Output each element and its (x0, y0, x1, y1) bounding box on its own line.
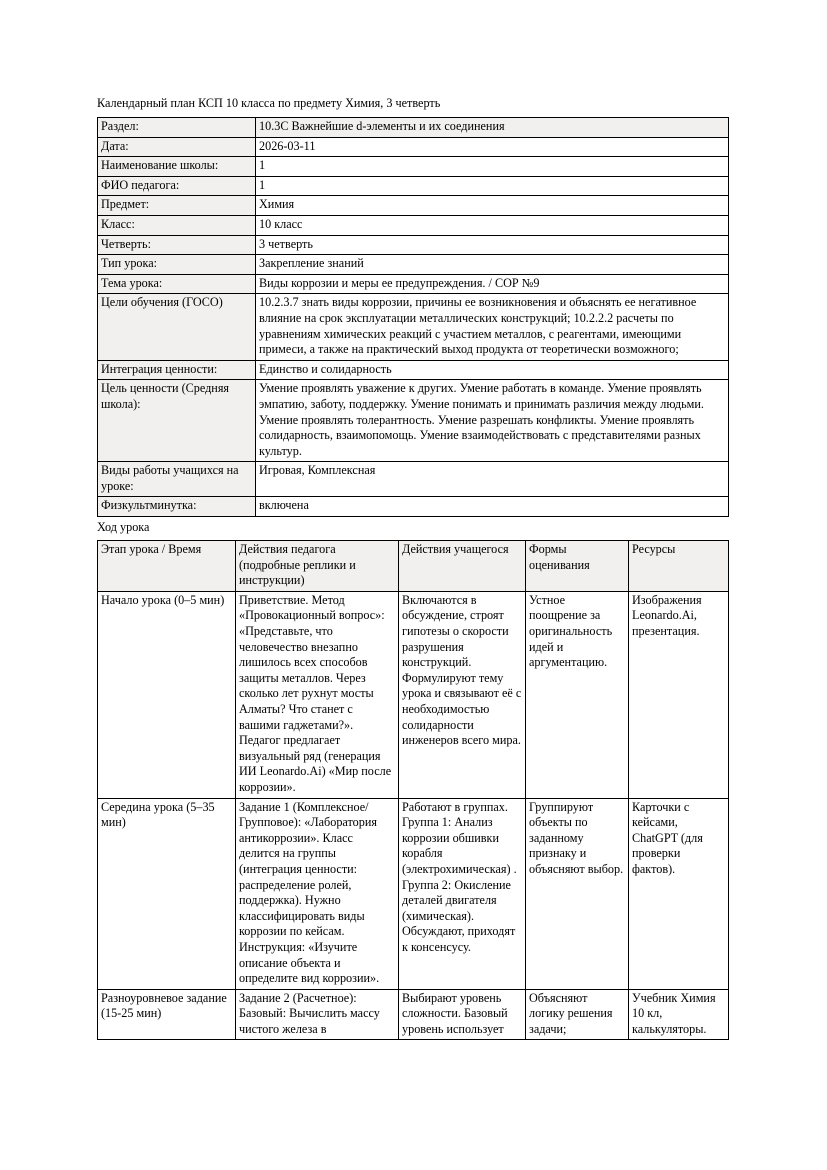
info-row-label: Наименование школы: (98, 157, 256, 177)
info-row-value: 10.3C Важнейшие d-элементы и их соединения (256, 118, 729, 138)
flow-teacher-cell: Задание 2 (Расчетное): Базовый: Вычислить массу чистого железа в (236, 989, 399, 1040)
info-row-value: включена (256, 497, 729, 517)
flow-student-cell: Выбирают уровень сложности. Базовый уровень использует (399, 989, 526, 1040)
flow-teacher-cell: Задание 1 (Комплексное/Групповое): «Лаборатория антикоррозии». Класс делится на группы (интеграция ценности: распределение ролей, поддержка). Нужно классифицировать виды коррозии по кейсам. Инструкция: «Изучите описание объекта и определите вид коррозии». (236, 798, 399, 989)
info-row-label: Четверть: (98, 235, 256, 255)
info-row-value: Виды коррозии и меры ее предупреждения. / СОР №9 (256, 274, 729, 294)
info-row-value: 3 четверть (256, 235, 729, 255)
lesson-flow-table (97, 540, 729, 1040)
flow-column-header: Этап урока / Время (98, 541, 236, 592)
flow-row (98, 798, 729, 989)
lesson-info-table (97, 117, 729, 517)
info-row-label: Предмет: (98, 196, 256, 216)
flow-resources-cell: Учебник Химия 10 кл, калькуляторы. (629, 989, 729, 1040)
lesson-flow-head (98, 541, 729, 592)
info-row (98, 294, 729, 360)
flow-column-header: Ресурсы (629, 541, 729, 592)
flow-assessment-cell: Устное поощрение за оригинальность идей и аргументацию. (526, 591, 629, 798)
info-row-label: Цель ценности (Средняя школа): (98, 380, 256, 462)
flow-column-header: Формы оценивания (526, 541, 629, 592)
flow-stage-cell: Середина урока (5–35 мин) (98, 798, 236, 989)
flow-stage-cell: Разноуровневое задание (15-25 мин) (98, 989, 236, 1040)
info-row-label: Раздел: (98, 118, 256, 138)
info-row-value: 2026-03-11 (256, 137, 729, 157)
info-row (98, 274, 729, 294)
lesson-flow-wrapper (97, 540, 735, 1117)
lesson-info-body (98, 118, 729, 517)
info-row-label: Интеграция ценности: (98, 360, 256, 380)
info-row-value: 1 (256, 157, 729, 177)
info-row-value: 1 (256, 176, 729, 196)
info-row-value: 10 класс (256, 215, 729, 235)
flow-student-cell: Включаются в обсуждение, строят гипотезы о скорости разрушения конструкций. Формулируют тему урока и связывают её с необходимостью солидарности инженеров всего мира. (399, 591, 526, 798)
info-row (98, 235, 729, 255)
page-title: Календарный план КСП 10 класса по предмету Химия, 3 четверть (97, 96, 441, 110)
info-row (98, 118, 729, 138)
info-row-value: Единство и солидарность (256, 360, 729, 380)
flow-stage-cell: Начало урока (0–5 мин) (98, 591, 236, 798)
info-row-label: Цели обучения (ГОСО) (98, 294, 256, 360)
info-row (98, 462, 729, 497)
info-row-label: Физкультминутка: (98, 497, 256, 517)
info-row (98, 497, 729, 517)
info-row-label: Дата: (98, 137, 256, 157)
info-row-value: Игровая, Комплексная (256, 462, 729, 497)
lesson-flow-caption: Ход урока (97, 520, 150, 535)
flow-column-header: Действия учащегося (399, 541, 526, 592)
info-row-value: Закрепление знаний (256, 255, 729, 275)
info-row-value: Умение проявлять уважение к других. Умение работать в команде. Умение проявлять эмпатию, заботу, поддержку. Умение понимать и принимать различия между людьми. Умение проявлять толерантность. Умение разрешать конфликты. Умение проявлять солидарность, взаимопомощь. Умение взаимодействовать с представителями разных культур. (256, 380, 729, 462)
info-row (98, 196, 729, 216)
info-row (98, 215, 729, 235)
flow-student-cell: Работают в группах. Группа 1: Анализ коррозии обшивки корабля (электрохимическая) . Группа 2: Окисление деталей двигателя (химическая). Обсуждают, приходят к консенсусу. (399, 798, 526, 989)
info-row (98, 380, 729, 462)
flow-resources-cell: Изображения Leonardo.Ai, презентация. (629, 591, 729, 798)
info-row-label: Тема урока: (98, 274, 256, 294)
info-row-label: Класс: (98, 215, 256, 235)
info-row (98, 137, 729, 157)
flow-teacher-cell: Приветствие. Метод «Провокационный вопрос»: «Представьте, что человечество внезапно лишилось всех способов защиты металлов. Через сколько лет рухнут мосты Алматы? Что станет с вашими гаджетами?». Педагог предлагает визуальный ряд (генерация ИИ Leonardo.Ai) «Мир после коррозии». (236, 591, 399, 798)
info-row-label: Тип урока: (98, 255, 256, 275)
flow-resources-cell: Карточки с кейсами, ChatGPT (для проверки фактов). (629, 798, 729, 989)
info-row (98, 360, 729, 380)
flow-row (98, 591, 729, 798)
info-row-label: Виды работы учащихся на уроке: (98, 462, 256, 497)
info-row (98, 157, 729, 177)
flow-column-header: Действия педагога (подробные реплики и инструкции) (236, 541, 399, 592)
info-row-label: ФИО педагога: (98, 176, 256, 196)
info-row-value: 10.2.3.7 знать виды коррозии, причины ее возникновения и объяснять ее негативное влияние на срок эксплуатации металлических конструкций; 10.2.2.2 расчеты по уравнениям химических реакций с участием металлов, с реагентами, имеющими примеси, а также на практический выход продукта от теоретически возможного; (256, 294, 729, 360)
info-row (98, 176, 729, 196)
info-row (98, 255, 729, 275)
flow-row (98, 989, 729, 1040)
flow-assessment-cell: Группируют объекты по заданному признаку и объясняют выбор. (526, 798, 629, 989)
lesson-flow-body (98, 591, 729, 1040)
info-row-value: Химия (256, 196, 729, 216)
flow-assessment-cell: Объясняют логику решения задачи; (526, 989, 629, 1040)
flow-header-row (98, 541, 729, 592)
